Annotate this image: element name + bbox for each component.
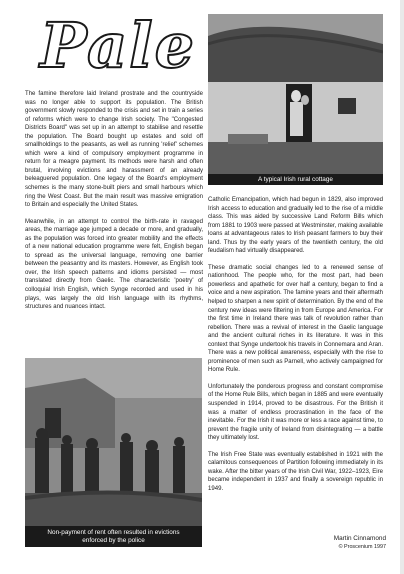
left-column — [25, 90, 203, 320]
cottage-caption — [208, 174, 383, 185]
eviction-caption-line1: Non-payment of rent often resulted in evictions — [47, 528, 180, 536]
eviction-caption — [25, 526, 202, 547]
left-paragraph-2: Meanwhile, in an attempt to control the birth-rate in ravaged areas, the marriage age jumped a decade or more, and gradually, as the population was forced into greater mobility and the effects of a new national education programme were felt, English began to spread as the universal language, removing one barrier between the peasantry and its masters. However, as English took over, the Irish speech patterns and idioms persisted — most translated directly from Gaelic. The characteristic 'poetry' of colloquial Irish English, which Synge recorded and used in his plays, was largely the old Irish language with its rhythms, structures and nuances intact. — [25, 218, 203, 311]
author-name: Martin Cinnamond — [333, 535, 386, 542]
author-credit — [334, 534, 386, 552]
page-title: Pale — [40, 9, 197, 82]
left-paragraph-1: The famine therefore laid Ireland prostrate and the countryside was no longer able to support its population. The British government slowly responded to the crisis and set in train a series of reforms which were to change Irish society. The "Congested Districts Board" was set up in an attempt to stabilise and resettle the population. The Board bought up estates and sold off smallholdings to the peasants, as well as running 'relief' schemes which were a kind of compulsory employment programme in return for a meagre payment. Its methods were harsh and often brutal, involving evictions and harassment of an already beleaguered population. One legacy of the Board's employment schemes is the many stone-built piers and small harbours which ring the West Coast. But the main result was massive emigration to Britain and especially the United States. — [25, 91, 203, 209]
right-paragraph-4: The Irish Free State was eventually established in 1921 with the calamitous consequences of Partition following immediately in its wake. After the bitter years of the Irish Civil War, 1922–1923, Eire became independent in 1937 and finally a sovereign republic in 1949. — [208, 451, 383, 492]
copyright: © Proscenium 1997 — [338, 544, 386, 550]
cottage-image — [208, 14, 383, 174]
page-edge — [400, 0, 404, 574]
right-paragraph-1: Catholic Emancipation, which had begun in 1829, also improved Irish access to education and gradually led to the rise of a middle class. This was aided by successive Land Reform Bills which from 1881 to 1903 were passed at Westminster, making available loans at advantageous rates to Irish peasant farmers to buy their land. Thus by the early years of the twentieth century, the old feudalism had virtually disappeared. — [208, 197, 384, 255]
eviction-image — [25, 358, 202, 526]
eviction-photo — [25, 358, 202, 526]
eviction-caption-line2: enforced by the police — [82, 536, 145, 544]
right-paragraph-2: These dramatic social changes led to a renewed sense of nationhood. The people who, for the most part, had been powerless and apathetic for over half a century, began to find a voice and a new aspiration. The famine years and their aftermath helped to sharpen a new spirit of determination. By the end of the century new ideas were filtering in from Europe and America. For the first time in Ireland there was talk of revolution rather than rebellion. There was a revival of interest in the Gaelic language and the ancient cultural riches in its literature. It was in this context that Synge undertook his travels in Connemara and Aran. There was a new political awareness, especially with the rise to prominence of men such as Parnell, who actively campaigned for Home Rule. — [208, 264, 383, 374]
right-column — [208, 196, 383, 502]
right-paragraph-3: Unfortunately the ponderous progress and constant compromise of the Home Rule Bills, which began in 1885 and were eventually suspended in 1914, proved to be disastrous. For the British it was a matter of endless procrastination in the face of the inevitable. For the Irish it was more or less a race against time, to prevent the fragile unity of Ireland from disintegrating — a battle they ultimately lost. — [208, 383, 383, 442]
cottage-caption-text: A typical Irish rural cottage — [258, 175, 333, 183]
cottage-photo — [208, 14, 383, 174]
